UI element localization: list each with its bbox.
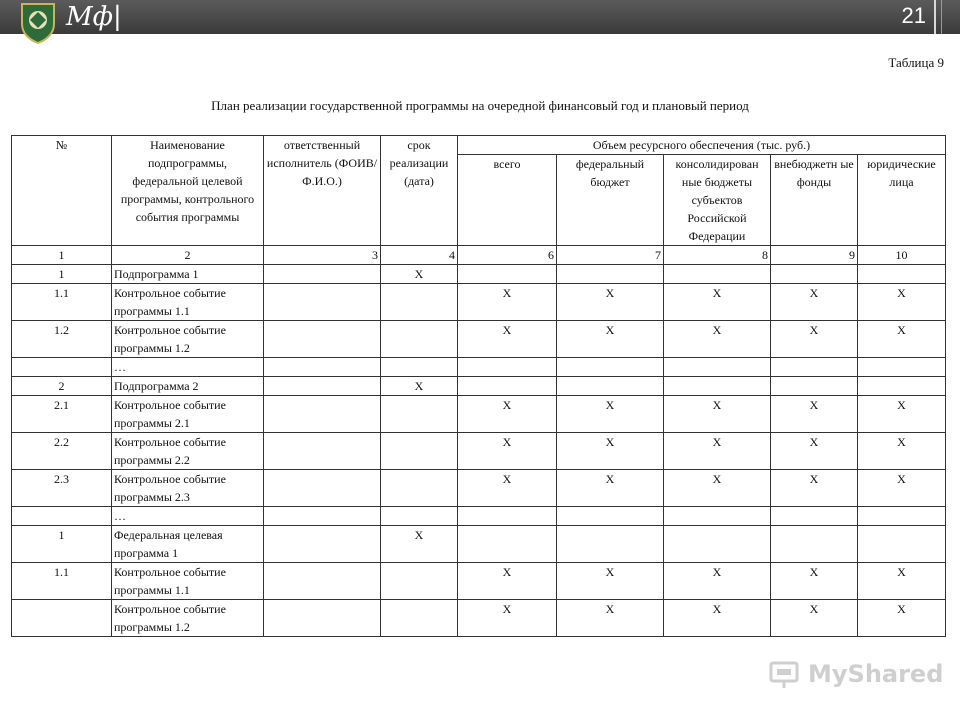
cell-total <box>458 377 557 396</box>
cell-consolidated: Х <box>664 470 771 507</box>
column-number: 1 <box>12 246 112 265</box>
cell-total: Х <box>458 563 557 600</box>
cell-executor <box>264 600 381 637</box>
column-number: 3 <box>264 246 381 265</box>
brand-logo-text: Мф| <box>66 2 122 32</box>
cell-name: Контрольное событие программы 1.1 <box>112 284 264 321</box>
cell-federal: Х <box>557 396 664 433</box>
watermark <box>768 656 943 692</box>
cell-offbudget <box>771 265 858 284</box>
table-row <box>12 321 946 358</box>
cell-total <box>458 265 557 284</box>
header-executor: ответственный исполнитель (ФОИВ/Ф.И.О.) <box>264 136 381 246</box>
cell-consolidated: Х <box>664 284 771 321</box>
cell-legal: Х <box>858 470 946 507</box>
cell-federal: Х <box>557 433 664 470</box>
cell-consolidated <box>664 507 771 526</box>
cell-legal <box>858 377 946 396</box>
cell-executor <box>264 284 381 321</box>
cell-consolidated: Х <box>664 563 771 600</box>
cell-federal <box>557 358 664 377</box>
column-number: 9 <box>771 246 858 265</box>
plan-table <box>11 135 946 637</box>
cell-offbudget <box>771 507 858 526</box>
cell-num <box>12 358 112 377</box>
cell-name: Подпрограмма 2 <box>112 377 264 396</box>
cell-num: 2.1 <box>12 396 112 433</box>
cell-offbudget: Х <box>771 563 858 600</box>
table-row <box>12 377 946 396</box>
table-number: Таблица 9 <box>888 55 944 70</box>
cell-total <box>458 358 557 377</box>
header-resources: Объем ресурсного обеспечения (тыс. руб.) <box>458 136 946 155</box>
cell-total <box>458 507 557 526</box>
table-row <box>12 563 946 600</box>
cell-num <box>12 507 112 526</box>
cell-name: Подпрограмма 1 <box>112 265 264 284</box>
cell-executor <box>264 507 381 526</box>
table-row <box>12 396 946 433</box>
header-offbudget: внебюджетн ые фонды <box>771 155 858 246</box>
cell-federal: Х <box>557 321 664 358</box>
column-number: 10 <box>858 246 946 265</box>
cell-deadline <box>381 358 458 377</box>
header-deadline: срок реализации (дата) <box>381 136 458 246</box>
table-row <box>12 358 946 377</box>
cell-name: Федеральная целевая программа 1 <box>112 526 264 563</box>
column-number: 4 <box>381 246 458 265</box>
divider <box>934 0 936 34</box>
cell-deadline <box>381 321 458 358</box>
cell-total <box>458 526 557 563</box>
cell-executor <box>264 563 381 600</box>
column-number: 2 <box>112 246 264 265</box>
cell-deadline <box>381 563 458 600</box>
cell-offbudget <box>771 526 858 563</box>
cell-consolidated <box>664 526 771 563</box>
table-row <box>12 526 946 563</box>
column-number: 8 <box>664 246 771 265</box>
page-title: План реализации государственной программы на очередной финансовый год и плановый период <box>211 98 749 113</box>
cell-consolidated: Х <box>664 321 771 358</box>
cell-legal <box>858 507 946 526</box>
header-consolidated: консолидирован ные бюджеты субъектов Российской Федерации <box>664 155 771 246</box>
cell-consolidated: Х <box>664 433 771 470</box>
cell-deadline <box>381 396 458 433</box>
cell-name: … <box>112 507 264 526</box>
cell-consolidated <box>664 358 771 377</box>
cell-legal: Х <box>858 321 946 358</box>
cell-num <box>12 600 112 637</box>
cell-federal: Х <box>557 470 664 507</box>
cell-num: 1.1 <box>12 284 112 321</box>
cell-legal <box>858 526 946 563</box>
cell-name: Контрольное событие программы 1.1 <box>112 563 264 600</box>
cell-num: 1 <box>12 526 112 563</box>
table-row <box>12 284 946 321</box>
cell-legal: Х <box>858 600 946 637</box>
table-row <box>12 265 946 284</box>
table-row <box>12 507 946 526</box>
cell-name: Контрольное событие программы 1.2 <box>112 600 264 637</box>
cell-total: Х <box>458 284 557 321</box>
header-federal: федеральный бюджет <box>557 155 664 246</box>
cell-legal <box>858 265 946 284</box>
watermark-text: MyShared <box>808 660 944 688</box>
cell-offbudget: Х <box>771 284 858 321</box>
cell-federal: Х <box>557 600 664 637</box>
cell-num: 1.1 <box>12 563 112 600</box>
cell-total: Х <box>458 321 557 358</box>
cell-deadline <box>381 470 458 507</box>
cell-offbudget <box>771 358 858 377</box>
cell-federal <box>557 526 664 563</box>
cell-name: … <box>112 358 264 377</box>
emblem-logo-icon <box>16 0 60 44</box>
cell-num: 2 <box>12 377 112 396</box>
column-number: 7 <box>557 246 664 265</box>
cell-num: 2.3 <box>12 470 112 507</box>
cell-executor <box>264 470 381 507</box>
cell-federal: Х <box>557 284 664 321</box>
cell-offbudget: Х <box>771 321 858 358</box>
table-body <box>12 265 946 637</box>
cell-federal <box>557 377 664 396</box>
cell-legal: Х <box>858 284 946 321</box>
cell-num: 1.2 <box>12 321 112 358</box>
cell-name: Контрольное событие программы 2.1 <box>112 396 264 433</box>
cell-total: Х <box>458 470 557 507</box>
cell-name: Контрольное событие программы 2.2 <box>112 433 264 470</box>
cell-name: Контрольное событие программы 1.2 <box>112 321 264 358</box>
cell-legal: Х <box>858 433 946 470</box>
cell-offbudget <box>771 377 858 396</box>
divider <box>941 0 942 34</box>
cell-deadline <box>381 507 458 526</box>
presentation-icon <box>768 659 802 689</box>
header-legal: юридические лица <box>858 155 946 246</box>
cell-deadline: Х <box>381 377 458 396</box>
cell-consolidated <box>664 377 771 396</box>
table-row <box>12 433 946 470</box>
cell-legal: Х <box>858 396 946 433</box>
cell-federal: Х <box>557 563 664 600</box>
cell-num: 1 <box>12 265 112 284</box>
cell-executor <box>264 526 381 563</box>
cell-total: Х <box>458 433 557 470</box>
cell-name: Контрольное событие программы 2.3 <box>112 470 264 507</box>
cell-deadline <box>381 284 458 321</box>
cell-offbudget: Х <box>771 396 858 433</box>
cell-legal: Х <box>858 563 946 600</box>
cell-consolidated <box>664 265 771 284</box>
cell-executor <box>264 433 381 470</box>
cell-federal <box>557 507 664 526</box>
cell-consolidated: Х <box>664 396 771 433</box>
slide-number: 21 <box>901 3 926 28</box>
cell-deadline <box>381 600 458 637</box>
cell-federal <box>557 265 664 284</box>
cell-legal <box>858 358 946 377</box>
cell-executor <box>264 265 381 284</box>
cell-total: Х <box>458 600 557 637</box>
cell-consolidated: Х <box>664 600 771 637</box>
cell-offbudget: Х <box>771 433 858 470</box>
table-row <box>12 600 946 637</box>
cell-offbudget: Х <box>771 470 858 507</box>
cell-num: 2.2 <box>12 433 112 470</box>
header-name: Наименование подпрограммы, федеральной целевой программы, контрольного события программы <box>112 136 264 246</box>
cell-deadline <box>381 433 458 470</box>
column-number: 6 <box>458 246 557 265</box>
cell-offbudget: Х <box>771 600 858 637</box>
header-total: всего <box>458 155 557 246</box>
cell-deadline: Х <box>381 526 458 563</box>
cell-executor <box>264 321 381 358</box>
cell-executor <box>264 358 381 377</box>
header-num: № <box>12 136 112 246</box>
cell-total: Х <box>458 396 557 433</box>
table-row <box>12 470 946 507</box>
cell-deadline: Х <box>381 265 458 284</box>
top-bar <box>0 0 960 34</box>
cell-executor <box>264 396 381 433</box>
cell-executor <box>264 377 381 396</box>
